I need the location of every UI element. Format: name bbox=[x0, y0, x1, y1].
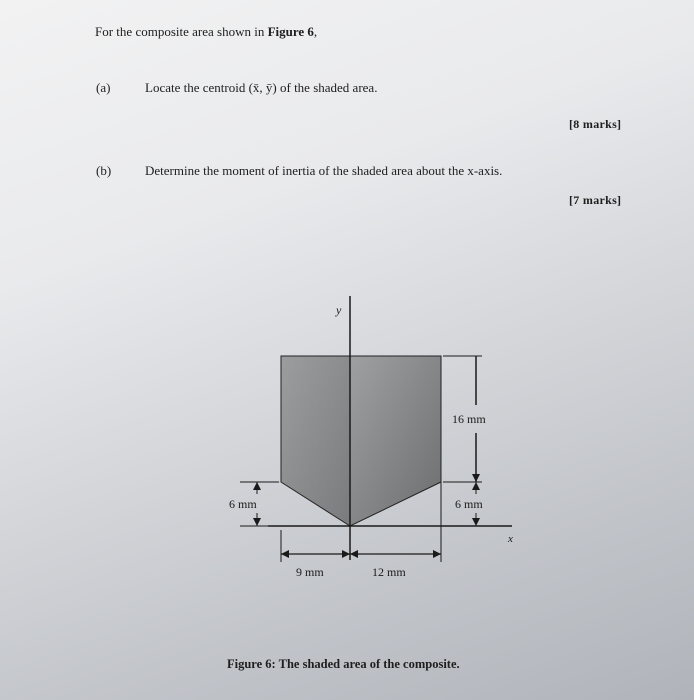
y-axis-label: y bbox=[336, 303, 342, 317]
dim-left-6mm-arrow-bottom bbox=[253, 518, 261, 526]
figure-reference: Figure 6 bbox=[267, 24, 314, 39]
dim-right-6mm-arrow-bottom bbox=[472, 518, 480, 526]
intro-suffix: , bbox=[313, 24, 318, 39]
shaded-area-left bbox=[281, 356, 350, 526]
part-a-text: Locate the centroid (x̄, ȳ) of the shaded area. bbox=[145, 80, 378, 95]
dim-16mm-arrow-bottom bbox=[472, 474, 480, 482]
dim-left-6mm-label: 6 mm bbox=[229, 497, 257, 511]
shaded-area-right bbox=[350, 356, 441, 526]
dim-9mm-arrow-left bbox=[281, 550, 289, 558]
figure-caption: Figure 6: The shaded area of the composite. bbox=[227, 657, 460, 671]
part-b-label: (b) bbox=[96, 163, 112, 178]
part-a-label: (a) bbox=[96, 80, 111, 95]
part-b-text: Determine the moment of inertia of the shaded area about the x-axis. bbox=[145, 163, 503, 178]
dim-12mm-label: 12 mm bbox=[372, 565, 406, 579]
x-axis-label: x bbox=[508, 533, 513, 545]
intro-prefix: For the composite area shown in bbox=[95, 24, 268, 39]
dim-16mm-label: 16 mm bbox=[452, 412, 486, 426]
part-a-marks: [8 marks] bbox=[569, 117, 622, 131]
dim-12mm-arrow-right bbox=[433, 550, 441, 558]
dim-9mm-label: 9 mm bbox=[296, 565, 324, 579]
dim-right-6mm-label: 6 mm bbox=[455, 497, 483, 511]
dim-9mm-arrow-right bbox=[342, 550, 350, 558]
dim-12mm-arrow-left bbox=[350, 550, 358, 558]
part-b-marks: [7 marks] bbox=[569, 193, 622, 207]
